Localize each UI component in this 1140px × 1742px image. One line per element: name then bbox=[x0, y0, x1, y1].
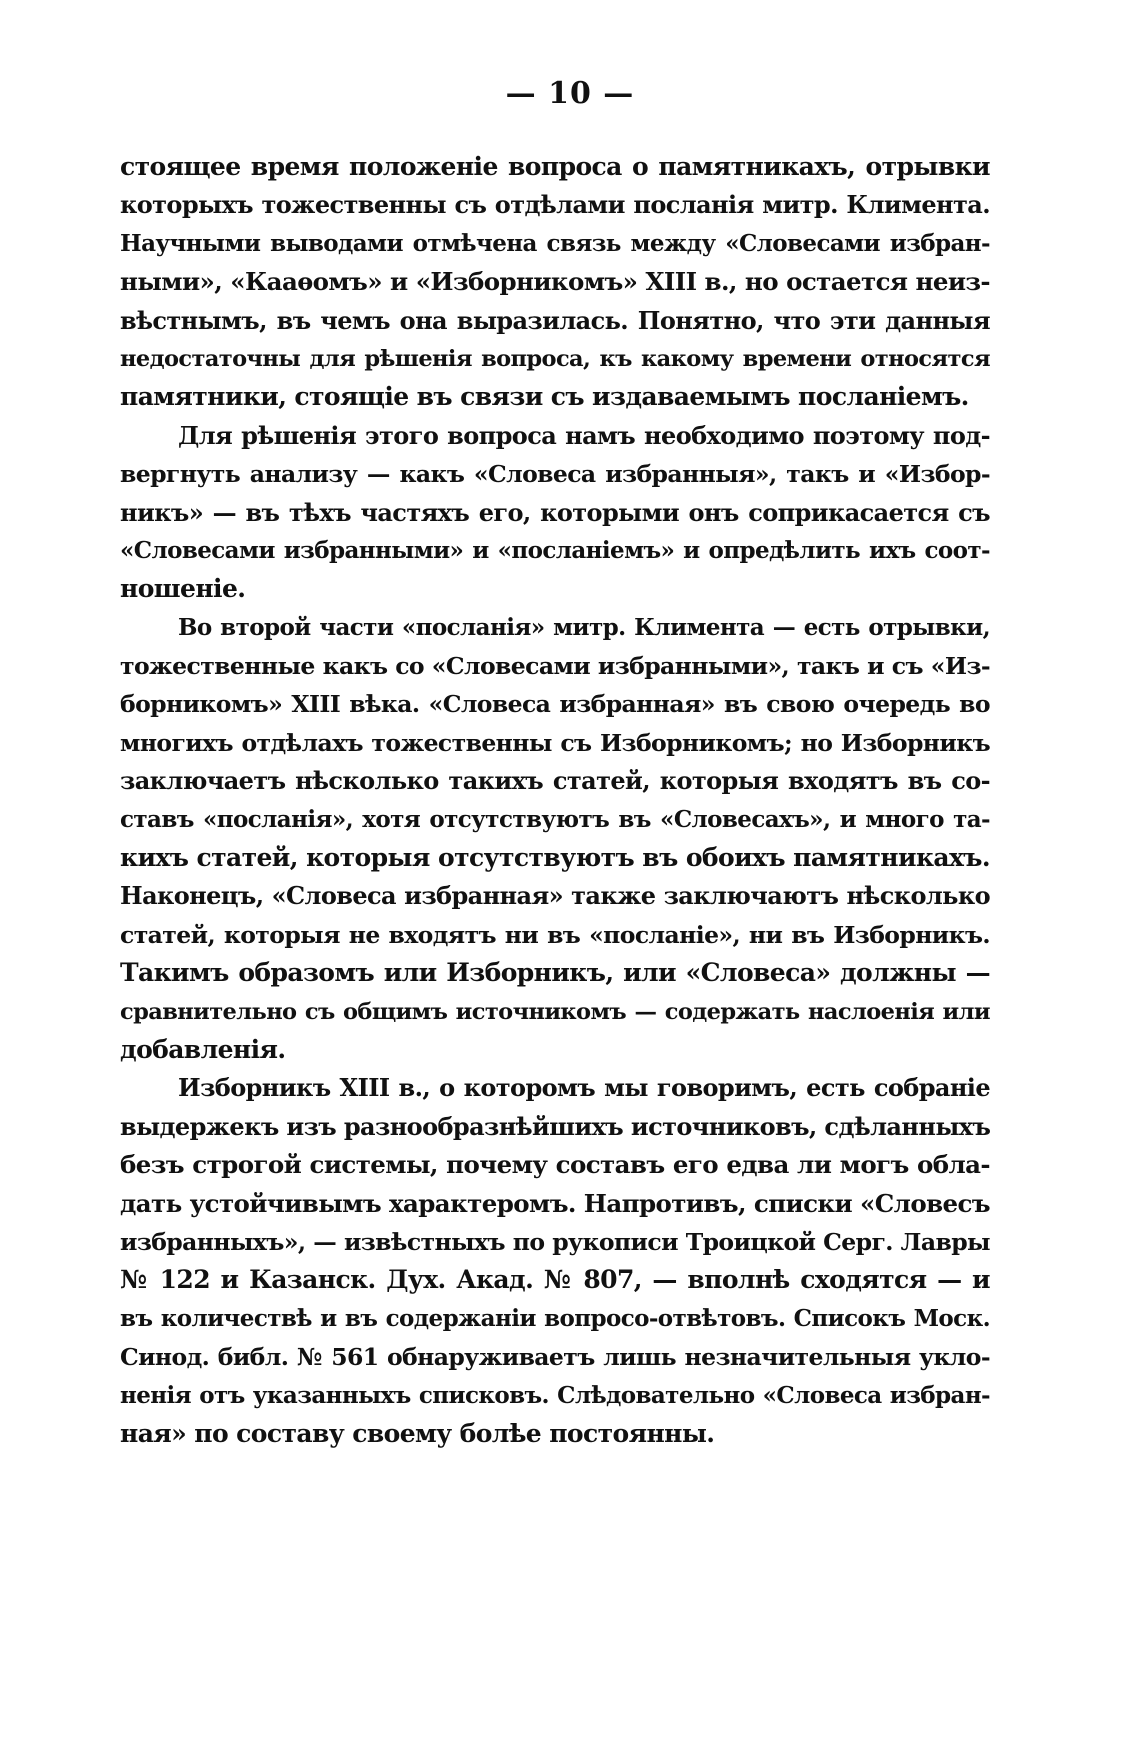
text-line: Научными выводами отмѣчена связь между «Словесами избран- bbox=[120, 229, 990, 257]
text-line: памятники, стоящіе въ связи съ издаваемымъ посланіемъ. bbox=[120, 382, 969, 412]
text-line: многихъ отдѣлахъ тожественны съ Изборникомъ; но Изборникъ bbox=[120, 728, 990, 757]
text-line: вергнуть анализу — какъ «Словеса избранныя», такъ и «Избор- bbox=[120, 460, 990, 489]
text-line: никъ» — въ тѣхъ частяхъ его, которыми онъ соприкасается съ bbox=[120, 497, 990, 527]
paragraph-4 bbox=[120, 1069, 990, 1453]
text-line: ношеніе. bbox=[120, 574, 246, 604]
text-line: Изборникъ XIII в., о которомъ мы говоримъ, есть собраніе bbox=[178, 1073, 990, 1103]
text-line: ненія отъ указанныхъ списковъ. Слѣдовательно «Словеса избран- bbox=[120, 1381, 990, 1409]
paragraph-1 bbox=[120, 148, 990, 417]
text-line: которыхъ тожественны съ отдѣлами посланія митр. Климента. bbox=[120, 190, 990, 220]
text-line: сравнительно съ общимъ источникомъ — содержать наслоенія или bbox=[120, 998, 990, 1025]
text-line: стоящее время положеніе вопроса о памятникахъ, отрывки bbox=[120, 152, 990, 181]
text-line: заключаетъ нѣсколько такихъ статей, которыя входятъ въ со- bbox=[120, 766, 990, 796]
text-line: выдержекъ изъ разнообразнѣйшихъ источниковъ, сдѣланныхъ bbox=[120, 1111, 990, 1141]
paragraph-2 bbox=[120, 417, 990, 609]
body-text bbox=[120, 148, 990, 1453]
text-line: дать устойчивымъ характеромъ. Напротивъ, списки «Словесъ bbox=[120, 1188, 990, 1218]
text-line: безъ строгой системы, почему составъ его едва ли могъ обла- bbox=[120, 1150, 990, 1180]
text-line: недостаточны для рѣшенія вопроса, къ какому времени относятся bbox=[120, 345, 990, 372]
text-line: «Словесами избранными» и «посланіемъ» и опредѣлить ихъ соот- bbox=[120, 536, 990, 564]
text-line: вѣстнымъ, въ чемъ она выразилась. Понятно, что эти данныя bbox=[120, 305, 990, 335]
text-line: № 122 и Казанск. Дух. Акад. № 807, — вполнѣ сходятся — и bbox=[120, 1265, 990, 1295]
text-line: избранныхъ», — извѣстныхъ по рукописи Троицкой Серг. Лавры bbox=[120, 1227, 990, 1256]
text-line: борникомъ» XIII вѣка. «Словеса избранная» въ свою очередь во bbox=[120, 690, 990, 719]
text-line: ная» по составу своему болѣе постоянны. bbox=[120, 1418, 715, 1448]
text-line: ставъ «посланія», хотя отсутствуютъ въ «Словесахъ», и много та- bbox=[120, 805, 990, 833]
text-line: тожественные какъ со «Словесами избранными», такъ и съ «Из- bbox=[120, 652, 990, 681]
text-line: Синод. библ. № 561 обнаруживаетъ лишь незначительныя укло- bbox=[120, 1343, 990, 1372]
text-line: статей, которыя не входятъ ни въ «посланіе», ни въ Изборникъ. bbox=[120, 920, 990, 949]
text-line: въ количествѣ и въ содержаніи вопросо-отвѣтовъ. Списокъ Моск. bbox=[120, 1304, 990, 1332]
page-number: — 10 — bbox=[505, 76, 635, 111]
text-line: добавленія. bbox=[120, 1034, 286, 1064]
text-line: ными», «Кааѳомъ» и «Изборникомъ» XIII в., но остается неиз- bbox=[120, 267, 990, 297]
text-line: Для рѣшенія этого вопроса намъ необходимо поэтому под- bbox=[178, 420, 990, 450]
text-line: Во второй части «посланія» митр. Климента — есть отрывки, bbox=[178, 613, 990, 641]
text-line: Такимъ образомъ или Изборникъ, или «Словеса» должны — bbox=[120, 958, 990, 988]
text-line: кихъ статей, которыя отсутствуютъ въ обоихъ памятникахъ. bbox=[120, 843, 990, 873]
text-line: Наконецъ, «Словеса избранная» также заключаютъ нѣсколько bbox=[120, 881, 990, 911]
paragraph-3 bbox=[120, 609, 990, 1070]
